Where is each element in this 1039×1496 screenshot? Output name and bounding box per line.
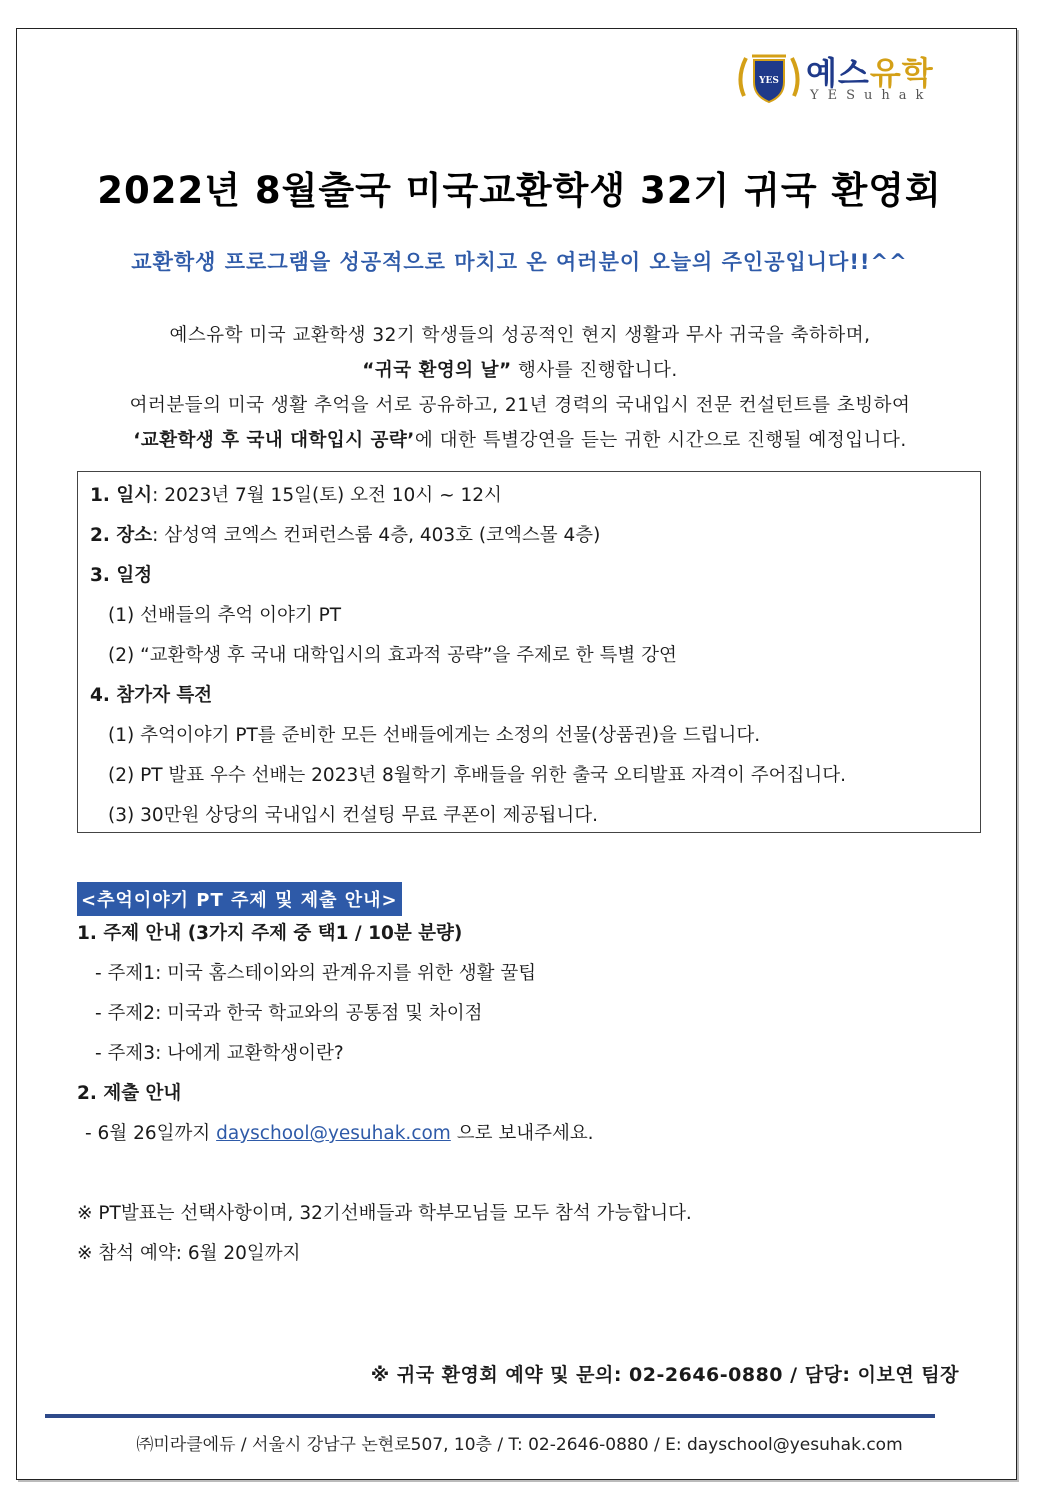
logo-subtext: YESuhak	[810, 88, 933, 103]
note-item: ※ PT발표는 선택사항이며, 32기선배들과 학부모님들 모두 참석 가능합니다.	[77, 1203, 692, 1224]
intro-line-2: “귀국 환영의 날” 행사를 진행합니다.	[362, 360, 678, 381]
intro-line-4: ‘교환학생 후 국내 대학입시 공략’에 대한 특별강연을 듣는 귀한 시간으로 진행될 예정입니다.	[133, 430, 907, 451]
benefit-item: (2) PT 발표 우수 선배는 2023년 8월학기 후배들을 위한 출국 오티발표 자격이 주어집니다.	[108, 765, 846, 786]
page-title: 2022년 8월출국 미국교환학생 32기 귀국 환영회	[97, 169, 942, 212]
event-info-box	[77, 471, 981, 833]
topic-item: - 주제1: 미국 홈스테이와의 관계유지를 위한 생활 꿀팁	[95, 963, 537, 984]
benefit-heading: 4. 참가자 특전	[90, 685, 213, 706]
notes-block	[77, 1195, 977, 1275]
event-date: 1. 일시: 2023년 7월 15일(토) 오전 10시 ~ 12시	[90, 485, 502, 506]
page-subtitle: 교환학생 프로그램을 성공적으로 마치고 온 여러분이 오늘의 주인공입니다!!^^	[131, 250, 908, 274]
benefit-item: (1) 추억이야기 PT를 준비한 모든 선배들에게는 소정의 선물(상품권)을 드립니다.	[108, 725, 761, 746]
submit-info: - 6월 26일까지 dayschool@yesuhak.com 으로 보내주세요.	[85, 1123, 594, 1144]
event-place: 2. 장소: 삼성역 코엑스 컨퍼런스룸 4층, 403호 (코엑스몰 4층)	[90, 525, 601, 546]
benefit-item: (3) 30만원 상당의 국내입시 컨설팅 무료 쿠폰이 제공됩니다.	[108, 805, 598, 826]
topic-heading: 1. 주제 안내 (3가지 주제 중 택1 / 10분 분량)	[77, 923, 463, 944]
intro-line-1: 예스유학 미국 교환학생 32기 학생들의 성공적인 현지 생활과 무사 귀국을 축하하며,	[169, 325, 871, 346]
footer-company-info: ㈜미라클에듀 / 서울시 강남구 논현로507, 10층 / T: 02-2646-0880 / E: dayschool@yesuhak.com	[136, 1435, 903, 1455]
logo-badge-text: YES	[759, 76, 779, 86]
intro-line-3: 여러분들의 미국 생활 추억을 서로 공유하고, 21년 경력의 국내입시 전문 컨설턴트를 초빙하여	[129, 395, 911, 416]
schedule-heading: 3. 일정	[90, 565, 153, 586]
note-item: ※ 참석 예약: 6월 20일까지	[77, 1243, 301, 1264]
schedule-item: (1) 선배들의 추억 이야기 PT	[108, 605, 342, 626]
company-logo	[734, 48, 954, 108]
submit-email-link[interactable]: dayschool@yesuhak.com	[216, 1123, 451, 1144]
schedule-item: (2) “교환학생 후 국내 대학입시의 효과적 공략”을 주제로 한 특별 강연	[108, 645, 677, 666]
logo-name: 예스유학	[806, 54, 934, 92]
topic-item: - 주제3: 나에게 교환학생이란?	[95, 1043, 344, 1064]
intro-paragraph	[60, 318, 980, 458]
pt-section-tag: <추억이야기 PT 주제 및 제출 안내>	[77, 882, 402, 916]
footer-divider	[45, 1414, 935, 1418]
contact-info: ※ 귀국 환영회 예약 및 문의: 02-2646-0880 / 담당: 이보연 팀장	[370, 1364, 959, 1386]
topic-item: - 주제2: 미국과 한국 학교와의 공통점 및 차이점	[95, 1003, 483, 1024]
pt-topics-block	[77, 915, 977, 1155]
laurel-crest-icon	[734, 48, 804, 108]
submit-heading: 2. 제출 안내	[77, 1083, 182, 1104]
